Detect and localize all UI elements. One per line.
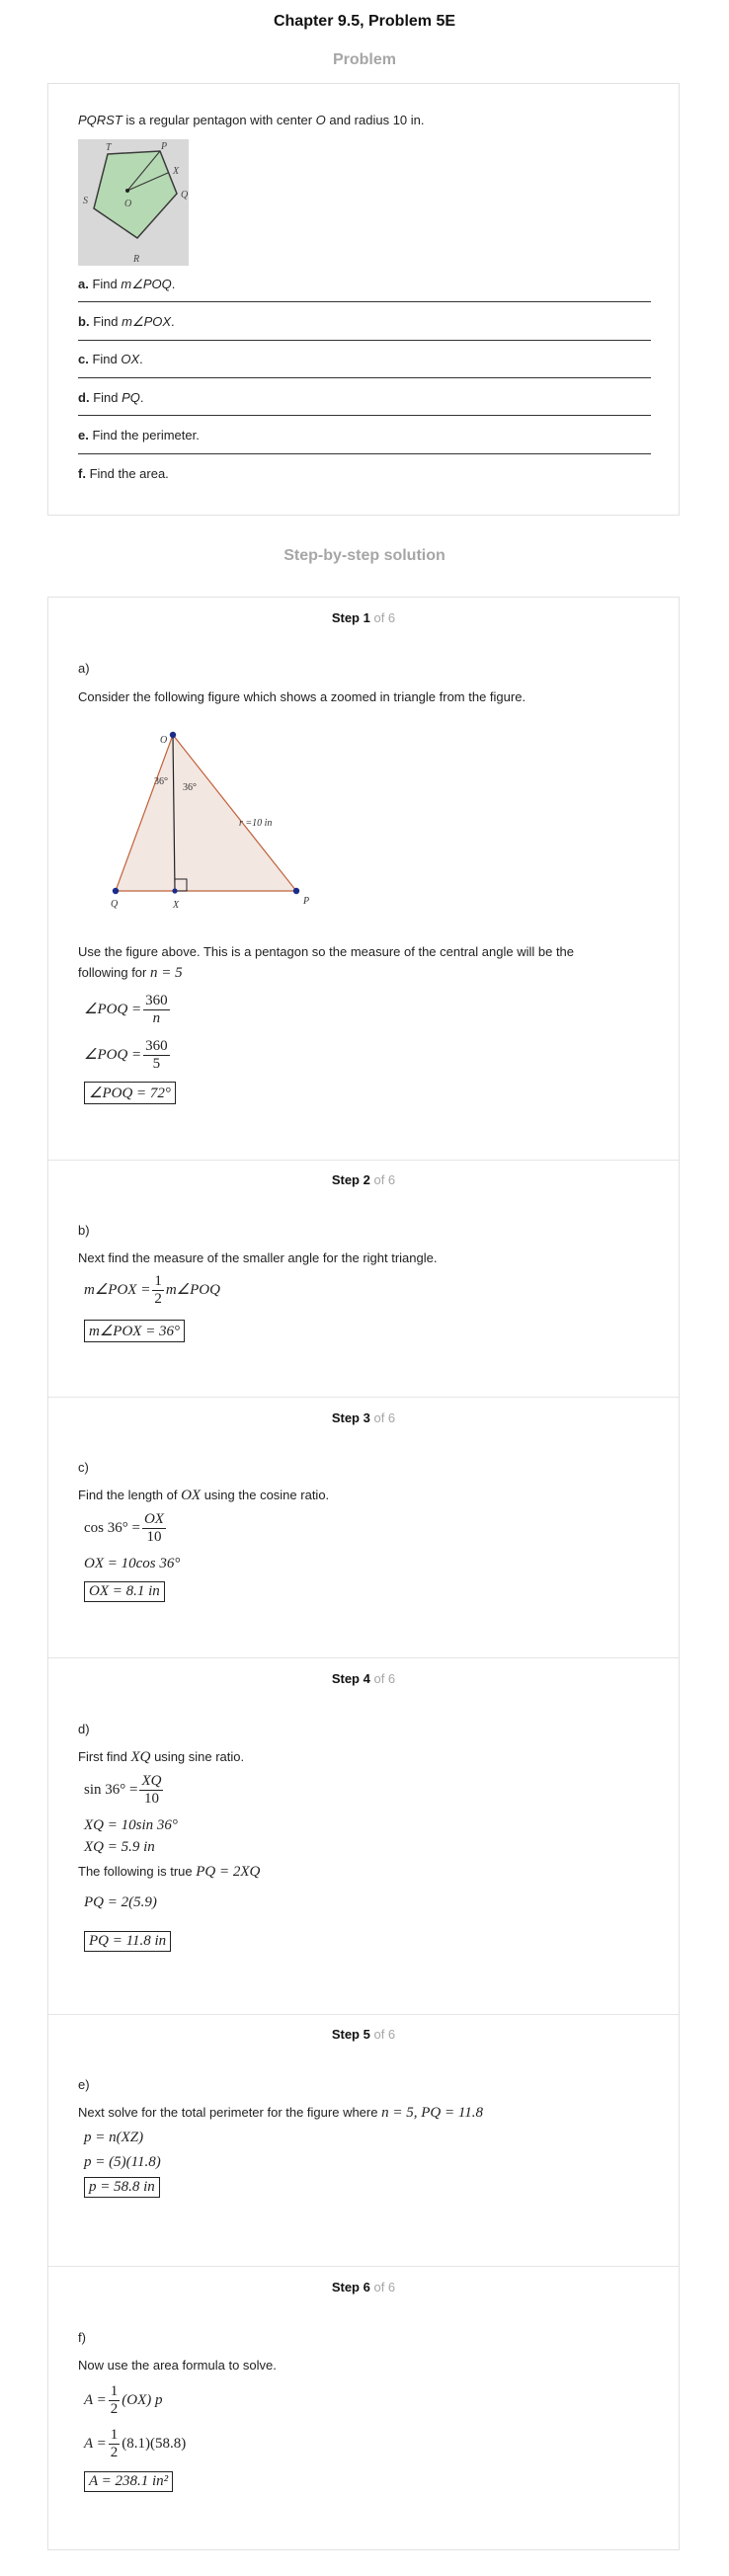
angle-label-2: 36° <box>183 782 197 793</box>
eq-lhs: cos 36° = <box>84 1519 140 1536</box>
eq-rhs: (OX) p <box>122 2391 163 2408</box>
answer: PQ = 11.8 in <box>89 1933 167 1949</box>
label-Q: Q <box>181 190 189 201</box>
inline-math: PQ = 2XQ <box>196 1864 261 1880</box>
radius-label: r =10 in <box>239 818 273 829</box>
text-fragment: using sine ratio. <box>150 1749 245 1764</box>
answer-box <box>84 2471 173 2492</box>
part-text: Find the area. <box>89 466 169 481</box>
denominator: n <box>152 1010 161 1026</box>
fraction <box>152 1273 164 1308</box>
center-name: O <box>315 113 326 127</box>
step-2-header <box>48 1172 679 1187</box>
answer-box <box>84 1082 176 1104</box>
triangle-shape <box>116 735 296 891</box>
inline-math: n = 5 <box>149 965 183 981</box>
step-label: Step 5 <box>331 2027 370 2042</box>
label-X: X <box>173 166 180 177</box>
step-label: Step 6 <box>331 2280 370 2294</box>
step-label: Step 4 <box>331 1671 370 1686</box>
pentagon-svg <box>78 139 189 266</box>
numerator: 360 <box>145 1038 168 1054</box>
step-text <box>78 2105 651 2122</box>
eq-text: XQ = 10sin 36° <box>84 1817 178 1833</box>
numerator: 360 <box>145 993 168 1008</box>
step-label: Step 1 <box>331 610 370 625</box>
text-fragment: First find <box>78 1749 131 1764</box>
text-fragment: The following is true <box>78 1864 197 1879</box>
eq-lhs: sin 36° = <box>84 1781 138 1798</box>
eq-text: p = (5)(11.8) <box>84 2154 161 2170</box>
answer-line <box>78 453 651 454</box>
denominator: 2 <box>110 2401 119 2417</box>
point-Q <box>113 888 119 894</box>
part-e <box>78 428 651 443</box>
denominator: 10 <box>143 1791 159 1807</box>
step-divider <box>48 1397 679 1398</box>
fraction <box>143 1038 170 1073</box>
problem-card <box>47 83 680 516</box>
answer: A = 238.1 in² <box>89 2473 169 2489</box>
part-letter: d. <box>78 390 90 405</box>
denominator: 10 <box>146 1529 162 1545</box>
step-label: Step 2 <box>331 1172 370 1187</box>
fraction <box>143 993 170 1027</box>
part-text: Find <box>92 352 122 366</box>
part-a <box>78 277 651 292</box>
part-math: m∠POX <box>122 314 172 329</box>
eq-text: p = n(XZ) <box>84 2130 144 2145</box>
equation <box>84 1894 157 1911</box>
part-text: Find <box>93 314 122 329</box>
label-O: O <box>124 199 132 209</box>
part-letter: f. <box>78 466 86 481</box>
step-part: a) <box>78 661 90 676</box>
step-divider <box>48 1657 679 1658</box>
step-divider <box>48 2266 679 2267</box>
answer: OX = 8.1 in <box>89 1583 160 1599</box>
step-5-header <box>48 2027 679 2042</box>
text-fragment: Next solve for the total perimeter for the figure where <box>78 2105 382 2120</box>
part-text: Find the perimeter. <box>92 428 200 443</box>
answer-box <box>84 1581 165 1602</box>
step-text: Consider the following figure which shows a zoomed in triangle from the figure. <box>78 689 526 704</box>
numerator: 1 <box>110 2427 119 2443</box>
step-part: e) <box>78 2077 90 2092</box>
denominator: 2 <box>110 2445 119 2460</box>
numerator: 1 <box>154 1273 162 1289</box>
part-end: . <box>171 314 175 329</box>
part-end: . <box>139 352 143 366</box>
answer: p = 58.8 in <box>89 2179 155 2195</box>
denominator: 2 <box>154 1291 162 1307</box>
equation <box>84 1556 180 1572</box>
fraction <box>139 1773 163 1808</box>
part-letter: a. <box>78 277 89 291</box>
fig-label-P: P <box>303 896 310 907</box>
answer-box <box>84 1931 171 1952</box>
solution-heading: Step-by-step solution <box>284 547 446 564</box>
step-text <box>78 1864 651 1881</box>
label-P: P <box>161 141 168 152</box>
intro-end: and radius 10 in. <box>325 113 425 127</box>
step-divider <box>48 1160 679 1161</box>
eq-lhs: ∠POQ = <box>84 1001 142 1017</box>
step-part: f) <box>78 2330 86 2345</box>
step-part: c) <box>78 1460 89 1475</box>
numerator: OX <box>143 1511 164 1527</box>
fraction <box>109 2427 121 2461</box>
fig-label-X: X <box>173 900 180 911</box>
equation <box>84 2383 163 2418</box>
answer-line <box>78 415 651 416</box>
eq-lhs: A = <box>84 2391 107 2408</box>
equation <box>84 2427 186 2461</box>
step-text <box>78 1749 651 1766</box>
inline-math: OX <box>181 1488 202 1503</box>
step-text <box>78 965 651 982</box>
point-O <box>170 732 176 738</box>
part-math: m∠POQ <box>121 277 172 291</box>
eq-lhs: A = <box>84 2435 107 2452</box>
equation <box>84 2130 143 2146</box>
equation <box>84 2154 161 2171</box>
label-T: T <box>106 142 112 153</box>
equation <box>84 1773 165 1808</box>
equation <box>84 1839 155 1856</box>
step-3-header <box>48 1410 679 1425</box>
part-d <box>78 390 651 405</box>
eq-lhs: ∠POQ = <box>84 1046 142 1063</box>
pentagon-figure <box>78 139 189 266</box>
part-c <box>78 352 651 366</box>
equation <box>84 1273 220 1308</box>
answer-line <box>78 377 651 378</box>
fig-label-O: O <box>160 735 168 746</box>
answer-box <box>84 1320 185 1342</box>
text-fragment: following for <box>78 965 150 980</box>
part-end: . <box>171 277 176 291</box>
equation <box>84 1038 172 1073</box>
eq-rhs: (8.1)(58.8) <box>122 2435 187 2452</box>
fraction <box>142 1511 166 1546</box>
point-P <box>293 888 299 894</box>
answer: ∠POQ = 72° <box>89 1086 171 1101</box>
part-math: OX <box>121 352 140 366</box>
solution-card <box>47 597 680 2550</box>
fraction <box>109 2383 121 2418</box>
part-text: Find <box>93 390 122 405</box>
part-b <box>78 314 651 330</box>
eq-text: PQ = 2(5.9) <box>84 1894 157 1910</box>
problem-heading: Problem <box>332 51 396 68</box>
step-count: of 6 <box>373 1410 396 1425</box>
step-count: of 6 <box>373 2027 396 2042</box>
step-count: of 6 <box>373 1671 396 1686</box>
answer: m∠POX = 36° <box>89 1324 181 1339</box>
step-1-header <box>48 610 679 625</box>
eq-text: XQ = 5.9 in <box>84 1839 155 1855</box>
step-count: of 6 <box>373 2280 396 2294</box>
step-text: Now use the area formula to solve. <box>78 2358 277 2373</box>
intro-text: is a regular pentagon with center <box>122 113 316 127</box>
eq-rhs: m∠POQ <box>165 1281 220 1298</box>
angle-label-1: 36° <box>154 776 168 787</box>
page-title: Chapter 9.5, Problem 5E <box>273 13 456 30</box>
center-point <box>125 189 129 193</box>
step-count: of 6 <box>373 610 396 625</box>
fig-label-Q: Q <box>111 899 119 910</box>
part-letter: b. <box>78 314 90 329</box>
answer-box <box>84 2177 160 2198</box>
text-fragment: Find the length of <box>78 1488 182 1502</box>
point-X <box>172 888 177 893</box>
triangle-figure <box>78 721 325 924</box>
answer-line <box>78 301 651 302</box>
label-R: R <box>133 254 140 265</box>
step-4-header <box>48 1671 679 1686</box>
step-count: of 6 <box>373 1172 396 1187</box>
problem-intro <box>78 113 425 127</box>
step-part: b) <box>78 1223 90 1238</box>
step-divider <box>48 2014 679 2015</box>
part-text: Find <box>92 277 122 291</box>
denominator: 5 <box>152 1056 161 1072</box>
inline-math: XQ <box>130 1749 151 1765</box>
step-6-header <box>48 2280 679 2294</box>
part-f <box>78 466 651 481</box>
equation <box>84 1511 168 1546</box>
eq-text: OX = 10cos 36° <box>84 1556 181 1571</box>
part-math: PQ <box>122 390 140 405</box>
numerator: XQ <box>141 1773 162 1789</box>
pentagon-name: PQRST <box>78 113 122 127</box>
step-label: Step 3 <box>331 1410 370 1425</box>
equation <box>84 993 172 1027</box>
numerator: 1 <box>110 2383 119 2399</box>
text-fragment: using the cosine ratio. <box>201 1488 330 1502</box>
answer-line <box>78 340 651 341</box>
equation <box>84 1817 178 1834</box>
part-letter: e. <box>78 428 89 443</box>
eq-lhs: m∠POX = <box>84 1281 151 1298</box>
part-letter: c. <box>78 352 89 366</box>
step-text: Use the figure above. This is a pentagon so the measure of the central angle will be the <box>78 944 575 959</box>
inline-math: n = 5, PQ = 11.8 <box>381 2105 483 2121</box>
step-part: d) <box>78 1722 90 1736</box>
step-text: Next find the measure of the smaller angle for the right triangle. <box>78 1250 438 1265</box>
part-end: . <box>139 390 144 405</box>
label-S: S <box>83 196 88 206</box>
step-text <box>78 1488 651 1504</box>
